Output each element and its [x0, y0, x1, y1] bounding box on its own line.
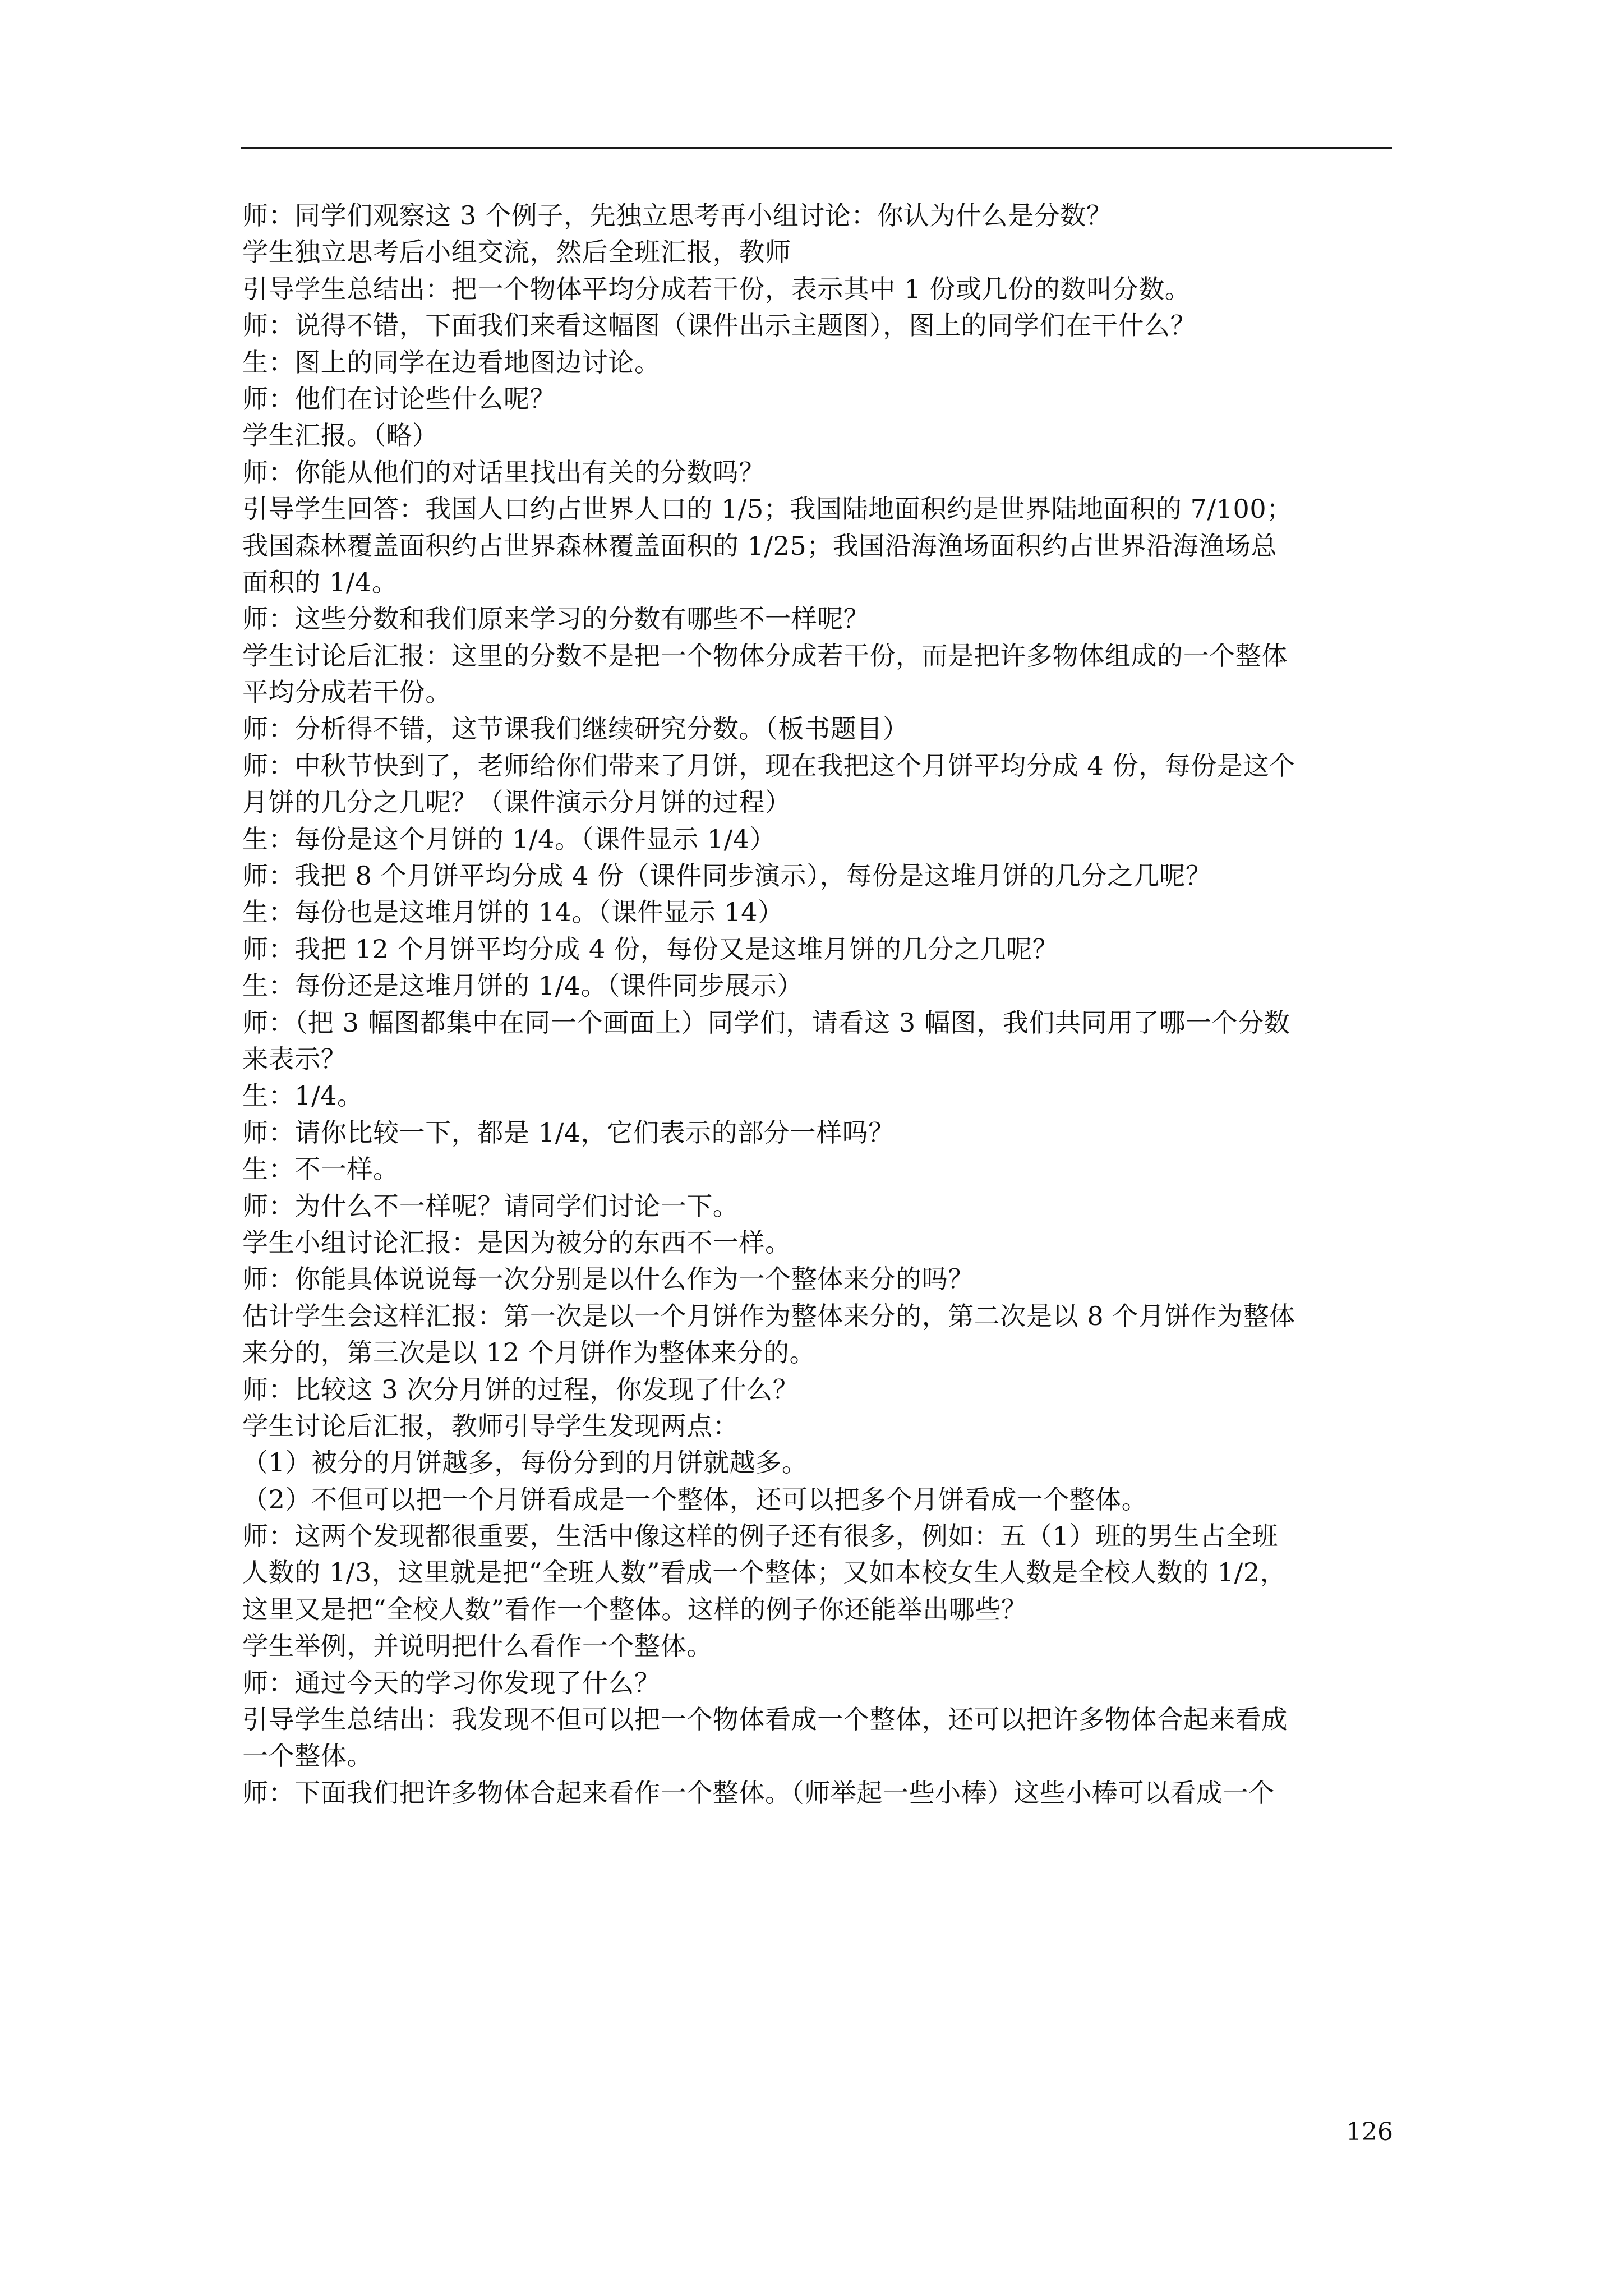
text-line: 引导学生总结出：把一个物体平均分成若干份，表示其中 1 份或几份的数叫分数。 [242, 273, 1191, 304]
page-number: 126 [1346, 2118, 1393, 2146]
text-line: 来分的，第三次是以 12 个月饼作为整体来分的。 [242, 1337, 816, 1368]
text-line: 这里又是把“全校人数”看作一个整体。这样的例子你还能举出哪些？ [242, 1594, 1027, 1625]
header-rule [241, 147, 1392, 149]
text-line: 师：这些分数和我们原来学习的分数有哪些不一样呢？ [242, 604, 870, 634]
text-line: 月饼的几分之几呢？（课件演示分月饼的过程） [242, 787, 791, 818]
text-line: 学生独立思考后小组交流，然后全班汇报，教师 [242, 237, 791, 268]
text-line: 学生汇报。（略） [242, 420, 439, 451]
text-line: 一个整体。 [242, 1741, 373, 1772]
text-line: 生：不一样。 [242, 1154, 399, 1185]
text-line: 面积的 1/4。 [242, 567, 398, 597]
text-line: 师：请你比较一下，都是 1/4，它们表示的部分一样吗？ [242, 1117, 895, 1148]
text-line: 师：中秋节快到了，老师给你们带来了月饼，现在我把这个月饼平均分成 4 份，每份是这个 [242, 750, 1295, 781]
text-line: 师：我把 8 个月饼平均分成 4 份（课件同步演示），每份是这堆月饼的几分之几呢？ [242, 861, 1212, 891]
text-line: 师：我把 12 个月饼平均分成 4 份，每份又是这堆月饼的几分之几呢？ [242, 933, 1059, 964]
text-line: 学生举例，并说明把什么看作一个整体。 [242, 1631, 713, 1662]
text-line: 学生小组讨论汇报：是因为被分的东西不一样。 [242, 1227, 791, 1258]
text-line: 师：你能具体说说每一次分别是以什么作为一个整体来分的吗？ [242, 1264, 974, 1295]
text-line: （2）不但可以把一个月饼看成是一个整体，还可以把多个月饼看成一个整体。 [242, 1484, 1148, 1515]
text-line: 师：说得不错，下面我们来看这幅图（课件出示主题图），图上的同学们在干什么？ [242, 310, 1197, 341]
text-line: 学生讨论后汇报：这里的分数不是把一个物体分成若干份，而是把许多物体组成的一个整体 [242, 640, 1288, 671]
text-line: 人数的 1/3，这里就是把“全班人数”看成一个整体；又如本校女生人数是全校人数的 1/2， [242, 1557, 1287, 1588]
text-line: 生：图上的同学在边看地图边讨论。 [242, 347, 661, 378]
text-line: 生：每份还是这堆月饼的 1/4。（课件同步展示） [242, 970, 804, 1001]
text-line: 师：通过今天的学习你发现了什么？ [242, 1667, 661, 1698]
text-line: 来表示？ [242, 1043, 347, 1074]
text-line: 师：他们在讨论些什么呢？ [242, 383, 556, 414]
text-line: 师：同学们观察这 3 个例子，先独立思考再小组讨论：你认为什么是分数？ [242, 200, 1113, 231]
text-line: 师：为什么不一样呢？请同学们讨论一下。 [242, 1190, 739, 1221]
text-line: 师：下面我们把许多物体合起来看作一个整体。（师举起一些小棒）这些小棒可以看成一个 [242, 1777, 1275, 1808]
text-line: 师：你能从他们的对话里找出有关的分数吗？ [242, 457, 765, 487]
text-line: 引导学生回答：我国人口约占世界人口的 1/5；我国陆地面积约是世界陆地面积的 7/100； [242, 494, 1293, 524]
text-line: 生：1/4。 [242, 1080, 363, 1111]
text-line: 估计学生会这样汇报：第一次是以一个月饼作为整体来分的，第二次是以 8 个月饼作为整体 [242, 1300, 1295, 1331]
text-line: 师：分析得不错，这节课我们继续研究分数。（板书题目） [242, 714, 909, 744]
text-line: 师：这两个发现都很重要，生活中像这样的例子还有很多，例如：五（1）班的男生占全班 [242, 1521, 1279, 1552]
text-line: 生：每份是这个月饼的 1/4。（课件显示 1/4） [242, 823, 776, 854]
text-line: 平均分成若干份。 [242, 677, 451, 708]
text-line: 生：每份也是这堆月饼的 14。（课件显示 14） [242, 897, 784, 928]
text-line: 学生讨论后汇报，教师引导学生发现两点： [242, 1410, 739, 1441]
text-line: 引导学生总结出：我发现不但可以把一个物体看成一个整体，还可以把许多物体合起来看成 [242, 1704, 1288, 1735]
document-body [242, 197, 1392, 1811]
text-line: 我国森林覆盖面积约占世界森林覆盖面积的 1/25；我国沿海渔场面积约占世界沿海渔场总 [242, 530, 1278, 561]
text-line: 师：比较这 3 次分月饼的过程，你发现了什么？ [242, 1374, 799, 1405]
text-line: （1）被分的月饼越多，每份分到的月饼就越多。 [242, 1447, 808, 1478]
text-line: 师：（把 3 幅图都集中在同一个画面上）同学们，请看这 3 幅图，我们共同用了哪一个分数 [242, 1007, 1290, 1038]
